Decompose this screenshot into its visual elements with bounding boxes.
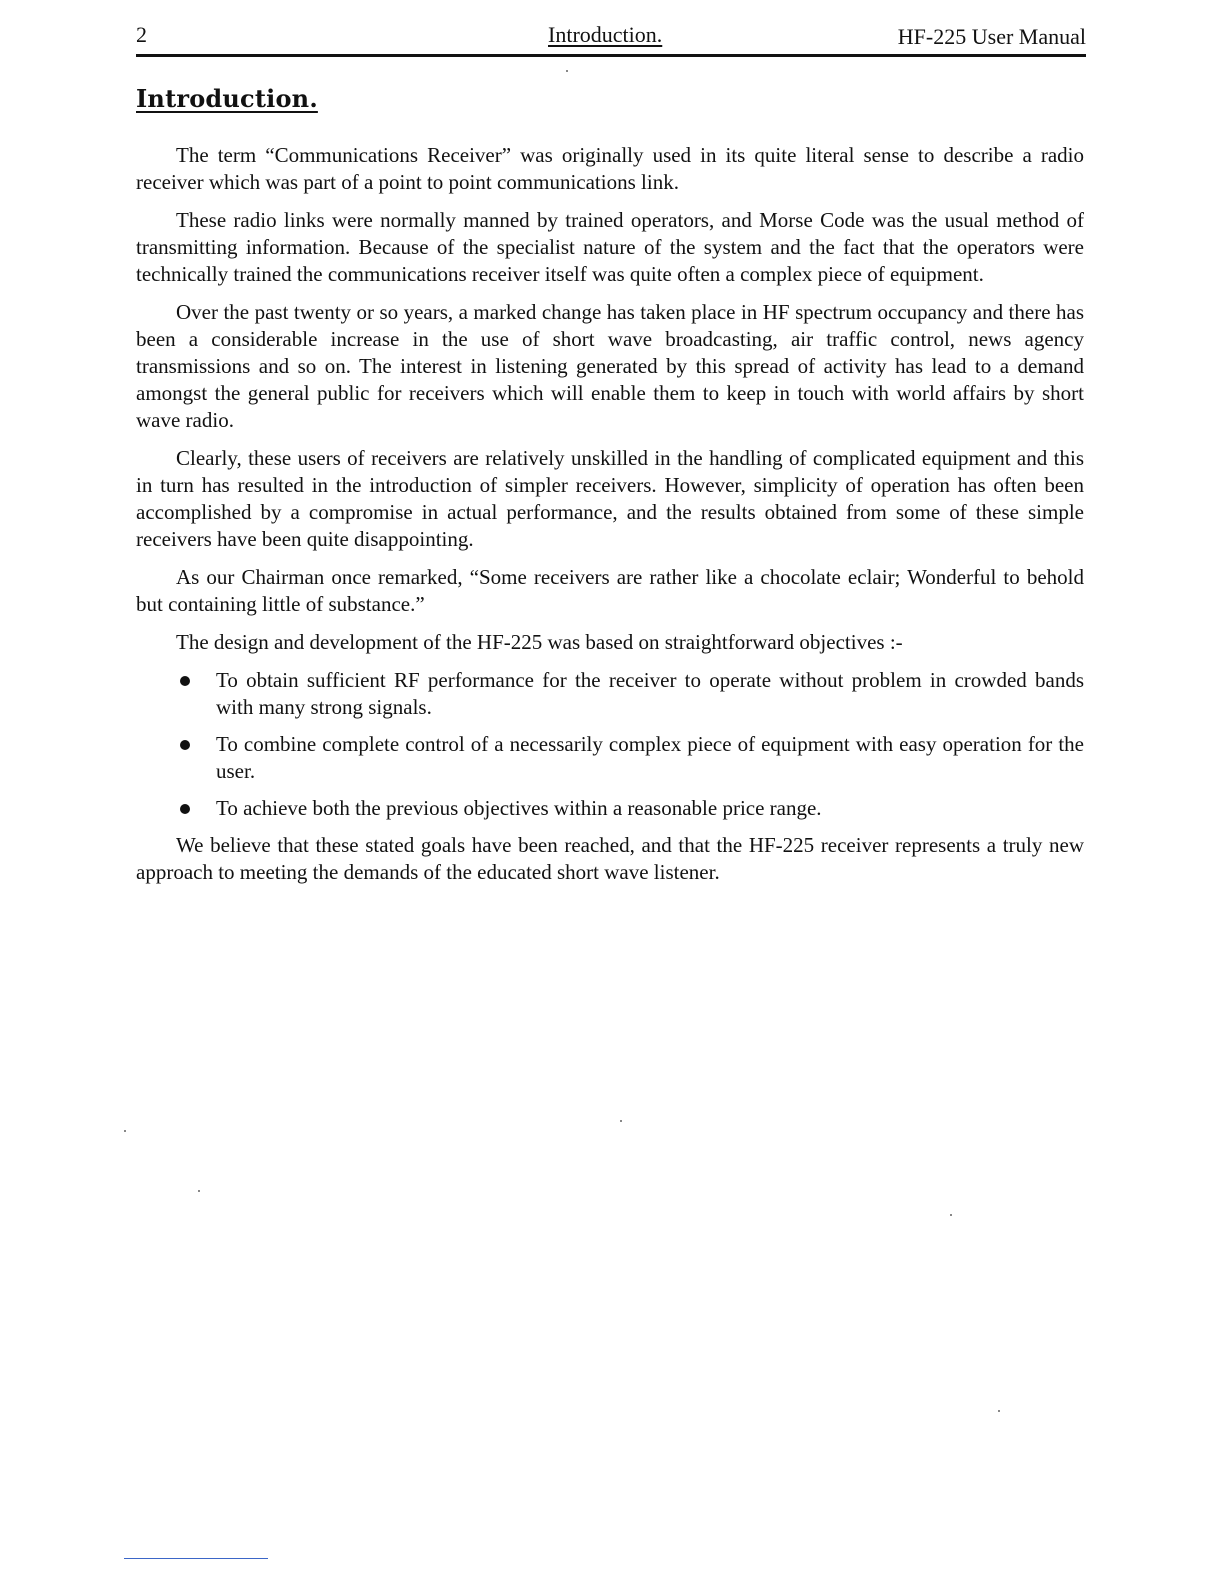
objective-item	[136, 731, 1084, 785]
objectives-list	[136, 667, 1084, 822]
paragraph-conclusion: We believe that these stated goals have been reached, and that the HF-225 receiver represents a truly new approach to meeting the demands of the educated short wave listener.	[136, 833, 1084, 884]
scan-speck	[566, 70, 568, 72]
bullet-icon	[180, 804, 190, 814]
page-body	[136, 84, 1084, 897]
objective-item	[136, 667, 1084, 721]
paragraph-spectrum-change: Over the past twenty or so years, a marked change has taken place in HF spectrum occupancy and there has been a considerable increase in the use of short wave broadcasting, air traffic control, news agency transmissions and so on. The interest in listening generated by this spread of activity has lead to a demand amongst the general public for receivers which will enable them to keep in touch with world affairs by short wave radio.	[136, 300, 1084, 432]
section-title: Introduction.	[136, 84, 318, 113]
paragraph-radio-links: These radio links were normally manned by trained operators, and Morse Code was the usual method of transmitting information. Because of the specialist nature of the system and the fact that the operators were technically trained the communications receiver itself was quite often a complex piece of equipment.	[136, 208, 1084, 286]
objective-text: To achieve both the previous objectives within a reasonable price range.	[216, 796, 822, 820]
scan-speck	[950, 1214, 952, 1216]
scan-speck	[124, 1130, 126, 1132]
paragraph-simpler-receivers: Clearly, these users of receivers are relatively unskilled in the handling of complicated equipment and this in turn has resulted in the introduction of simpler receivers. However, simplicity of operation has often been accomplished by a compromise in actual performance, and the results obtained from some of these simple receivers have been quite disappointing.	[136, 446, 1084, 551]
objective-item	[136, 795, 1084, 822]
objective-text: To combine complete control of a necessarily complex piece of equipment with easy operation for the user.	[216, 732, 1084, 783]
header-manual-title: HF-225 User Manual	[897, 24, 1086, 49]
objective-text: To obtain sufficient RF performance for the receiver to operate without problem in crowded bands with many strong signals.	[216, 668, 1084, 719]
scan-speck	[620, 1120, 622, 1122]
footer-rule	[124, 1558, 268, 1559]
paragraph-objectives-intro: The design and development of the HF-225 was based on straightforward objectives :-	[176, 630, 903, 654]
page-number: 2	[136, 22, 147, 47]
bullet-icon	[180, 676, 190, 686]
scan-speck	[998, 1410, 1000, 1412]
paragraph-chairman-quote: As our Chairman once remarked, “Some receivers are rather like a chocolate eclair; Wonderful to behold but containing little of substance.”	[136, 565, 1084, 616]
paragraph-communications-receiver: The term “Communications Receiver” was originally used in its quite literal sense to describe a radio receiver which was part of a point to point communications link.	[136, 143, 1084, 194]
page-header	[136, 20, 1086, 57]
scan-speck	[198, 1190, 200, 1192]
header-section-name: Introduction.	[548, 22, 663, 47]
bullet-icon	[180, 740, 190, 750]
